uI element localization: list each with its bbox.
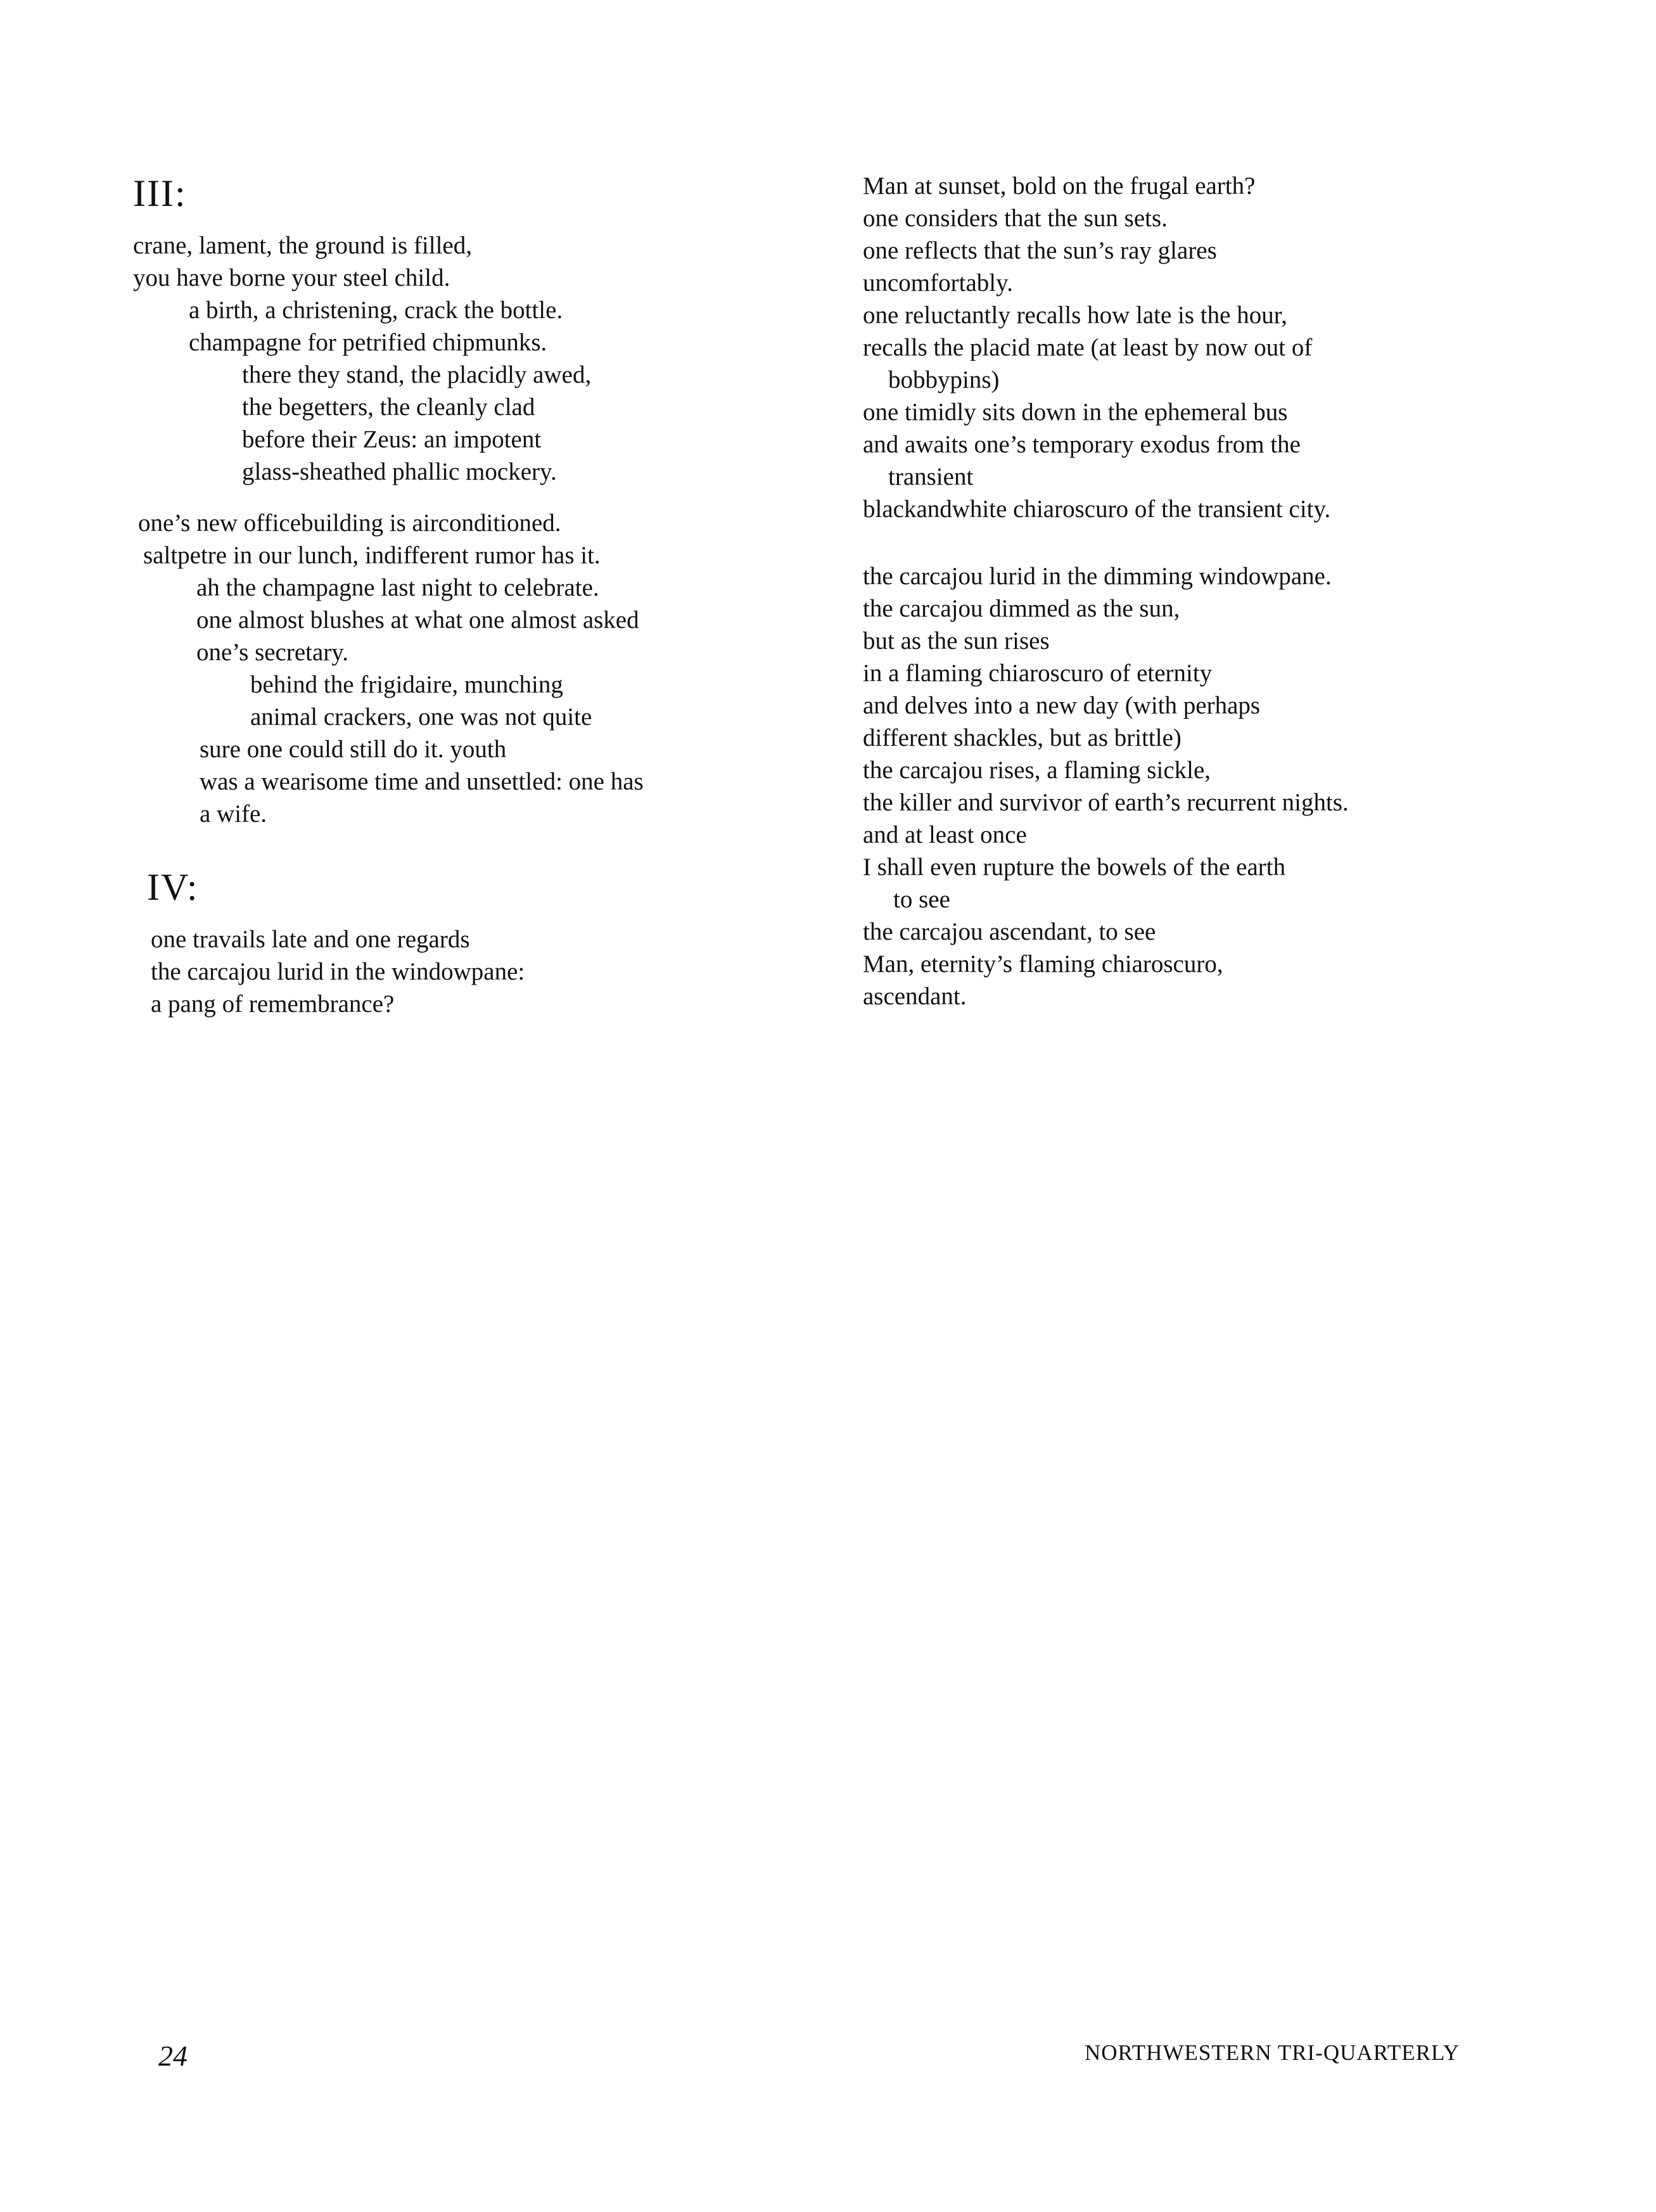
stanza: [863, 170, 1534, 525]
stanza: [133, 507, 830, 830]
poem-line: ascendant.: [863, 983, 967, 1010]
poem-line: and delves into a new day (with perhaps: [863, 692, 1261, 719]
poem-line: in a flaming chiaroscuro of eternity: [863, 660, 1213, 687]
poem-line: was a wearisome time and unsettled: one has: [200, 768, 644, 795]
poem-line: one reluctantly recalls how late is the hour,: [863, 302, 1287, 329]
poem-line: champagne for petrified chipmunks.: [189, 329, 547, 356]
poem-line: [196, 604, 798, 636]
poem-line: the begetters, the cleanly clad: [242, 393, 535, 421]
poem-line: animal crackers, one was not quite: [250, 703, 592, 731]
stanza: [133, 229, 830, 488]
poem-line: you have borne your steel child.: [133, 264, 450, 291]
poem-line: the carcajou ascendant, to see: [863, 918, 1156, 945]
poem-line: glass-sheathed phallic mockery.: [242, 458, 557, 485]
poem-line: and at least once: [863, 821, 1027, 848]
poem-line: recalls the placid mate (at least by now out of: [863, 334, 1313, 361]
poem-line: one’s new officebuilding is airconditioned.: [138, 509, 561, 537]
poem-line: different shackles, but as brittle): [863, 724, 1181, 751]
left-column: [133, 171, 830, 1020]
section-heading-iv: IV:: [147, 866, 199, 908]
poem-line: the carcajou lurid in the dimming windowpane.: [863, 563, 1332, 590]
page-number: 24: [158, 2040, 188, 2072]
poem-line: one timidly sits down in the ephemeral bus: [863, 399, 1288, 426]
poem-line: there they stand, the placidly awed,: [242, 361, 592, 388]
poem-line: a birth, a christening, crack the bottle.: [189, 297, 563, 324]
poem-line: I shall even rupture the bowels of the earth: [863, 853, 1286, 881]
poem-line: bobbypins): [888, 366, 1000, 393]
poem-line: ah the champagne last night to celebrate.: [196, 574, 599, 601]
poem-line: a pang of remembrance?: [151, 990, 395, 1018]
running-footer-journal: NORTHWESTERN TRI-QUARTERLY: [1085, 2040, 1460, 2065]
poem-line: crane, lament, the ground is filled,: [133, 232, 472, 259]
poem-line: one’s secretary.: [196, 639, 349, 666]
poem-line: Man at sunset, bold on the frugal earth?: [863, 172, 1256, 200]
poem-line: transient: [888, 463, 974, 490]
poem-line: saltpetre in our lunch, indifferent rumor has it.: [143, 542, 601, 569]
poem-line: behind the frigidaire, munching: [250, 671, 563, 698]
poem-line: Man, eternity’s flaming chiaroscuro,: [863, 950, 1223, 978]
right-column: [863, 170, 1534, 1013]
section-heading-iii: III:: [133, 172, 187, 214]
poem-line: the carcajou lurid in the windowpane:: [151, 958, 525, 985]
poem-line: one considers that the sun sets.: [863, 205, 1168, 232]
poem-line: a wife.: [200, 800, 267, 828]
poem-line: the carcajou dimmed as the sun,: [863, 595, 1180, 622]
poem-line: to see: [893, 886, 950, 913]
poem-line: uncomfortably.: [863, 269, 1013, 297]
poem-line: sure one could still do it. youth: [200, 736, 507, 763]
poem-line-text: one almost blushes at what one almost asked: [196, 606, 639, 634]
poem-line: one reflects that the sun’s ray glares: [863, 237, 1217, 264]
poem-line: one travails late and one regards: [151, 926, 470, 953]
poem-line: the killer and survivor of earth’s recurrent nights.: [863, 789, 1349, 816]
poem-line: before their Zeus: an impotent: [242, 426, 542, 453]
poem-line: but as the sun rises: [863, 627, 1050, 655]
poem-line: blackandwhite chiaroscuro of the transient city.: [863, 495, 1331, 523]
stanza: [863, 560, 1534, 1013]
poem-line: the carcajou rises, a flaming sickle,: [863, 757, 1211, 784]
stanza: [133, 923, 830, 1020]
poem-line: and awaits one’s temporary exodus from the: [863, 431, 1301, 458]
